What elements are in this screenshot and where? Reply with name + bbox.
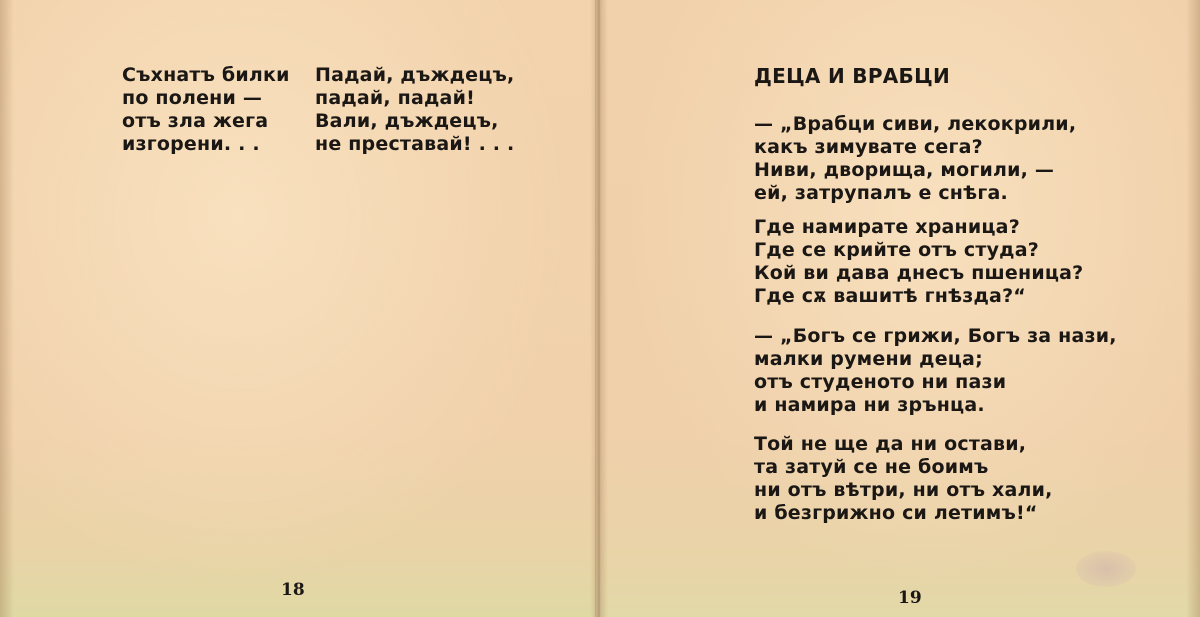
poem-line: Где намирате храница? <box>754 216 1020 238</box>
left-stanza-2 <box>315 64 514 156</box>
poem-line: по полени — <box>122 87 263 109</box>
paper-stain <box>1076 551 1136 587</box>
poem-line: та затуй се не боимъ <box>754 456 989 478</box>
left-page-edge-shadow <box>0 0 14 617</box>
book-gutter <box>590 0 608 617</box>
left-stanza-1 <box>122 64 290 156</box>
right-stanza-2 <box>754 216 1083 308</box>
poem-line: Ниви, дворища, могили, — <box>754 159 1055 181</box>
poem-line: и безгрижно си летимъ!“ <box>754 502 1038 524</box>
poem-line: изгорени. . . <box>122 133 260 155</box>
poem-line: малки румени деца; <box>754 348 983 370</box>
right-page-edge-shadow <box>1186 0 1200 617</box>
poem-line: Падай, дъждецъ, <box>315 64 515 86</box>
page-number-right: 19 <box>898 588 922 608</box>
poem-line: Съхнатъ билки <box>122 64 290 86</box>
right-stanza-4 <box>754 433 1053 525</box>
poem-line: падай, падай! <box>315 87 475 109</box>
poem-line: и намира ни зрънца. <box>754 394 985 416</box>
poem-line: — „Богъ се грижи, Богъ за нази, <box>754 325 1117 347</box>
left-page <box>0 0 596 617</box>
poem-line: Кой ви дава днесъ пшеница? <box>754 262 1084 284</box>
right-stanza-1 <box>754 113 1076 205</box>
poem-line: Где сѫ вашитѣ гнѣзда?“ <box>754 285 1026 307</box>
right-page <box>598 0 1200 617</box>
poem-line: — „Врабци сиви, лекокрили, <box>754 113 1077 135</box>
poem-line: какъ зимувате сега? <box>754 136 983 158</box>
right-stanza-3 <box>754 325 1117 417</box>
poem-line: отъ зла жега <box>122 110 269 132</box>
poem-title: ДЕЦА И ВРАБЦИ <box>754 64 950 88</box>
poem-line: Где се крийте отъ студа? <box>754 239 1039 261</box>
page-number-left: 18 <box>281 580 305 600</box>
poem-line: отъ студеното ни пази <box>754 371 1007 393</box>
poem-line: ей, затрупалъ е снѣга. <box>754 182 1008 204</box>
poem-line: ни отъ вѣтри, ни отъ хали, <box>754 479 1053 501</box>
poem-line: Вали, дъждецъ, <box>315 110 499 132</box>
poem-line: Той не ще да ни остави, <box>754 433 1027 455</box>
poem-line: не преставай! . . . <box>315 133 515 155</box>
